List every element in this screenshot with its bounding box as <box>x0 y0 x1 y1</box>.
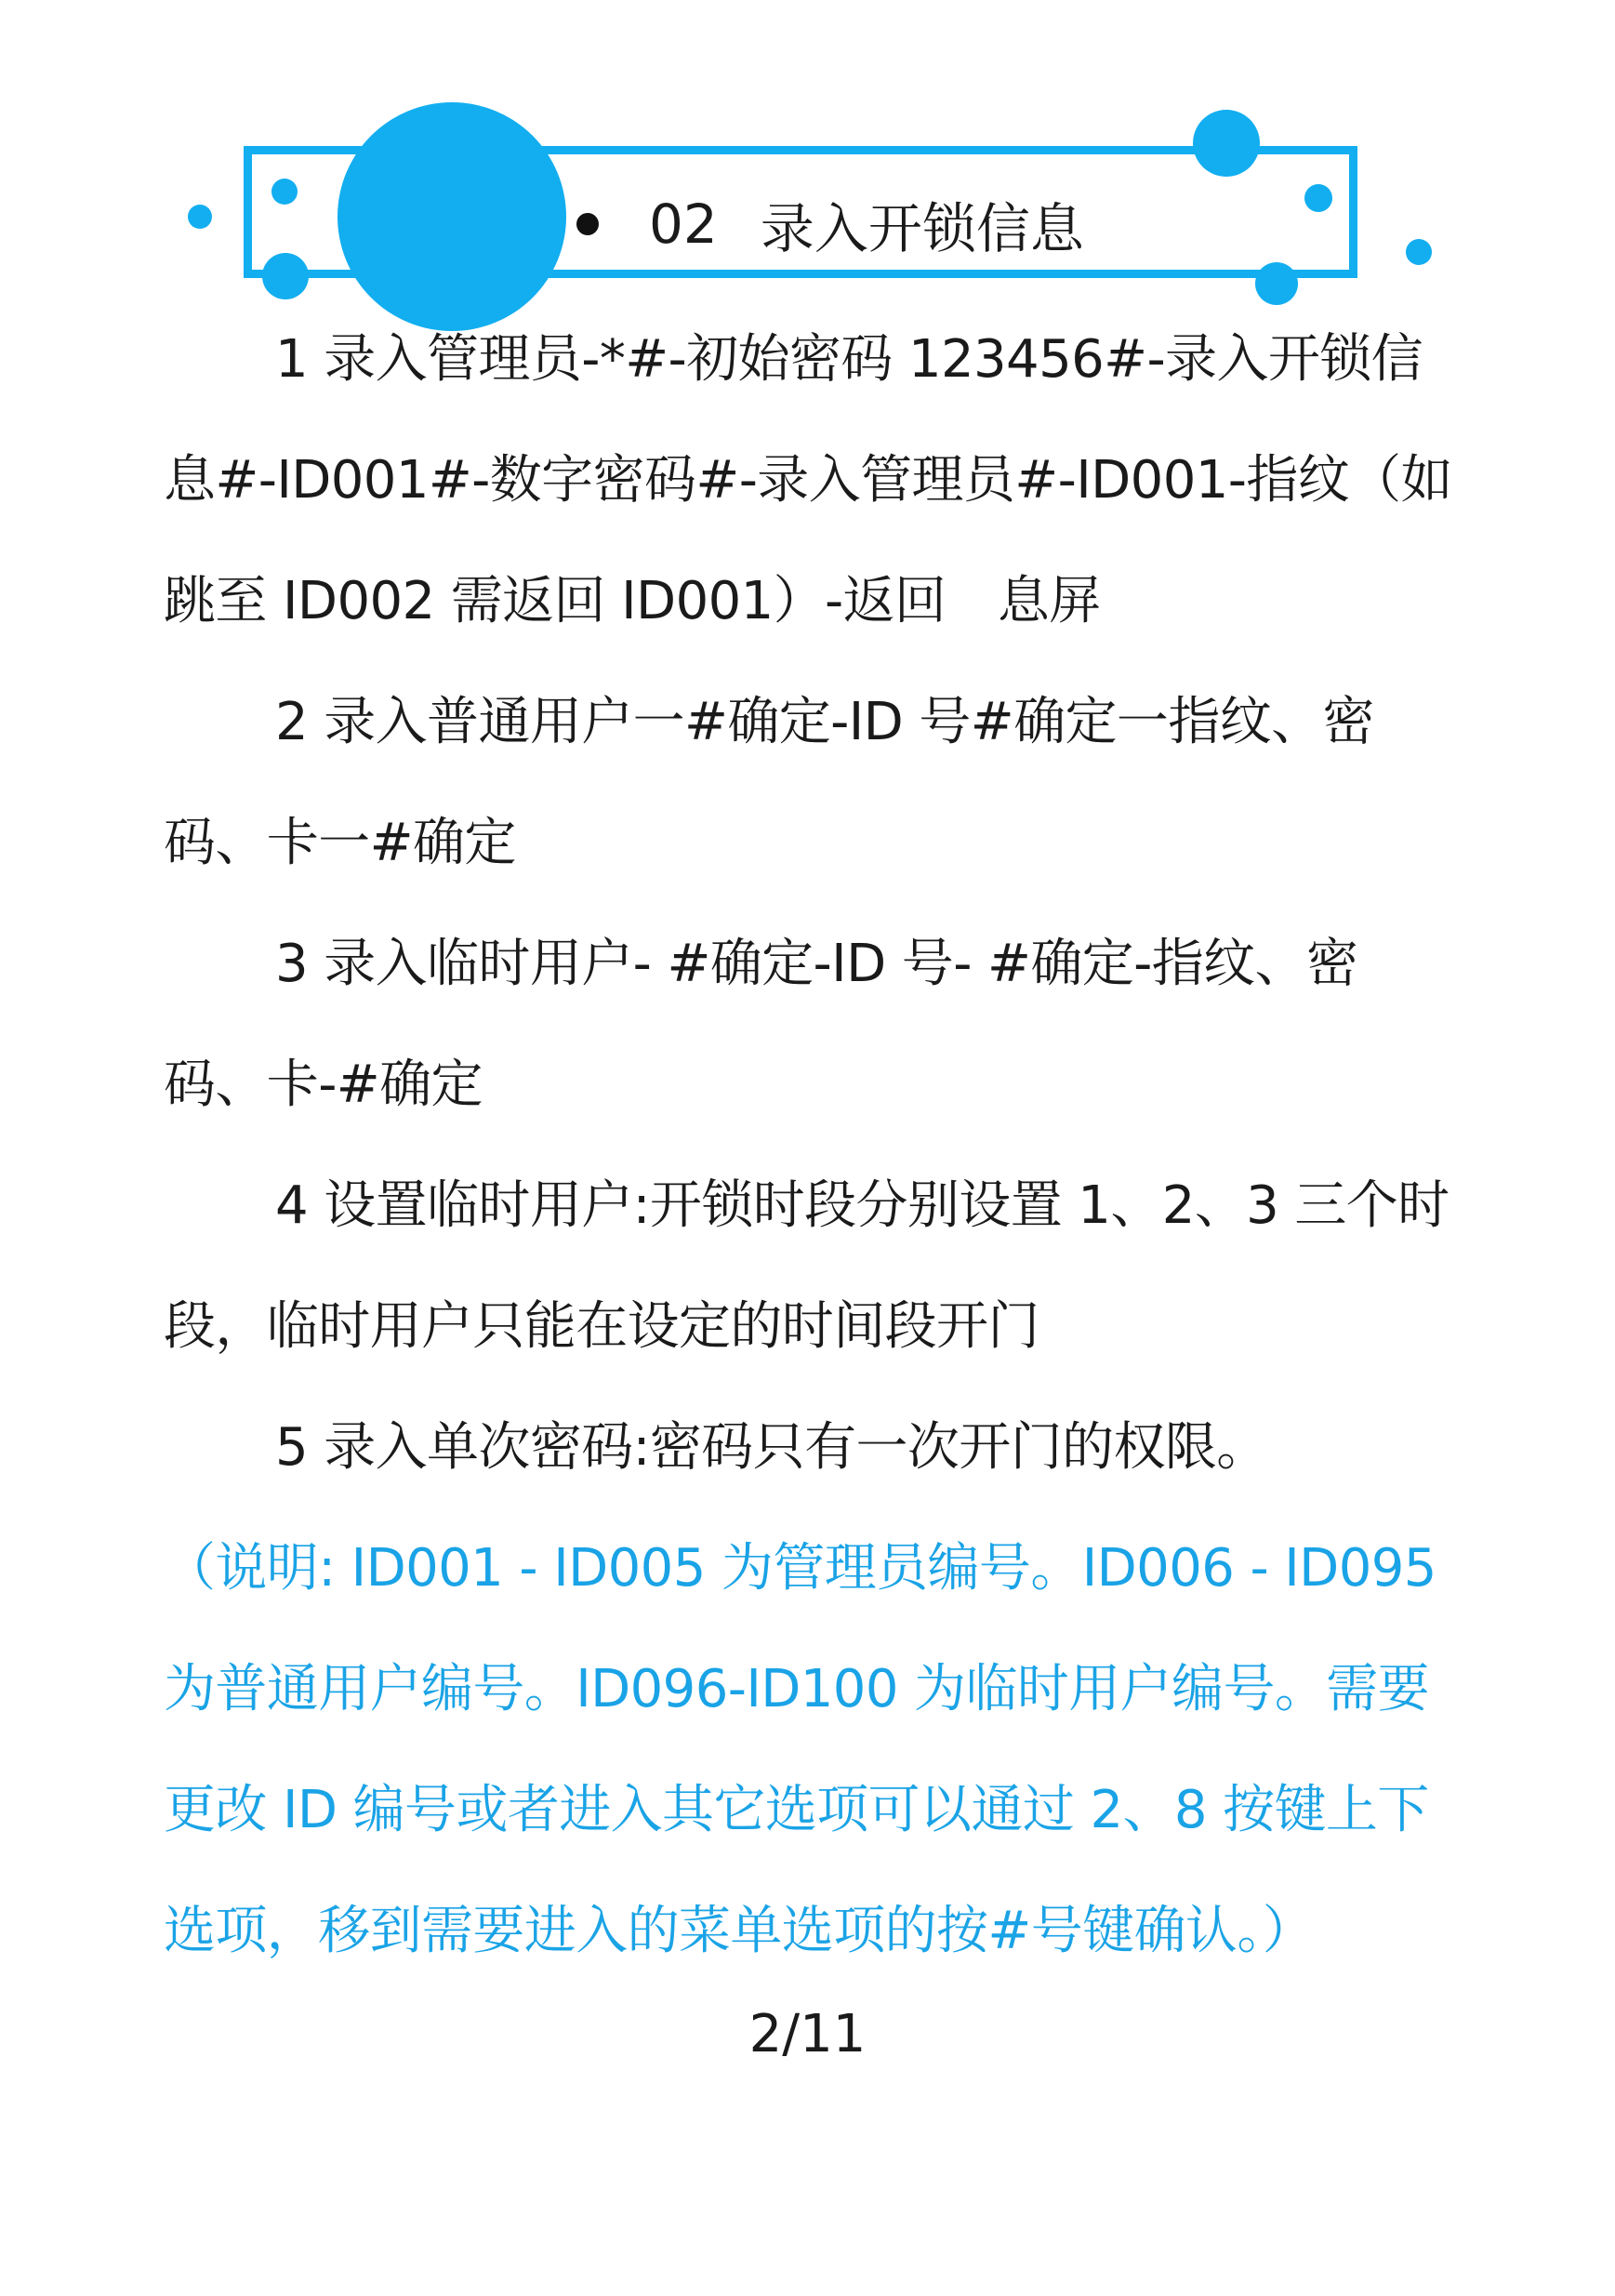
page-number: 2/11 <box>748 2004 867 2064</box>
step-paragraph: 2 录入普通用户一#确定-ID 号#确定一指纹、密码、卡一#确定 <box>164 692 1374 873</box>
large-circle-decoration <box>338 102 566 331</box>
section-number: 02 <box>649 192 718 256</box>
section-title: 录入开锁信息 <box>760 197 1084 260</box>
bullet-icon <box>576 213 599 235</box>
step-paragraph: 4 设置临时用户:开锁时段分别设置 1、2、3 三个时段，临时用户只能在设定的时间段开门 <box>164 1175 1450 1357</box>
note-paragraph: （说明: ID001 - ID005 为管理员编号。ID006 - ID095 为普通用户编号。ID096-ID100 为临时用户编号。需要更改 ID 编号或者进入其它选项可以通过 2、8 按键上下选项，移到需要进入的菜单选项的按#号键确认。） <box>164 1538 1436 1961</box>
step-paragraph: 5 录入单次密码:密码只有一次开门的权限。 <box>275 1417 1268 1478</box>
circle-decoration <box>262 253 309 299</box>
circle-decoration <box>188 205 212 229</box>
step-paragraph: 3 录入临时用户- #确定-ID 号- #确定-指纹、密码、卡-#确定 <box>164 934 1358 1115</box>
circle-decoration <box>1406 239 1432 265</box>
circle-decoration <box>271 179 298 205</box>
document-body <box>164 299 1456 1992</box>
section-heading <box>576 182 1084 266</box>
circle-decoration <box>1193 110 1260 177</box>
step-paragraph: 1 录入管理员-*#-初始密码 123456#-录入开锁信息#-ID001#-数字密码#-录入管理员#-ID001-指纹（如跳至 ID002 需返回 ID001）-返回 息屏 <box>164 329 1452 631</box>
circle-decoration <box>1304 184 1332 212</box>
title-banner <box>0 0 1615 335</box>
